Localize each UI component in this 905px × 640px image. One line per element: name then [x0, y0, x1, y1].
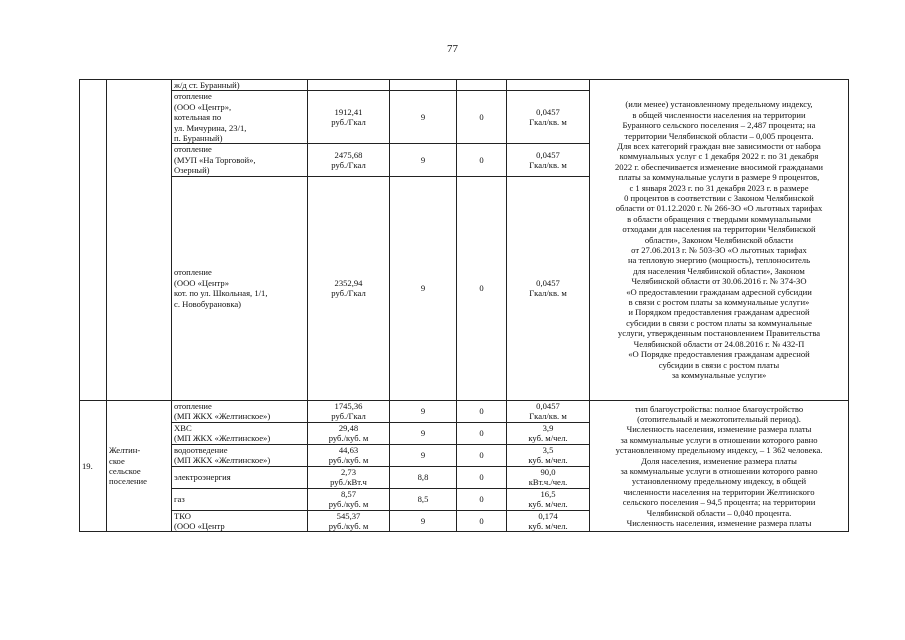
tariff-cell-line: руб./куб. м	[328, 455, 369, 466]
description-cell-line: (или менее) установленному предельному индексу,	[625, 99, 813, 110]
description-cell-line: на тепловую энергию (мощность), теплоноситель	[627, 255, 811, 266]
tariff-cell-line: 2352,94	[334, 277, 363, 288]
tariff-cell	[308, 466, 390, 488]
norm-cell-line: кВт.ч./чел.	[528, 477, 568, 488]
tariff-cell	[308, 488, 390, 510]
norm-cell-line: 16,5	[540, 488, 556, 499]
tariff-cell	[308, 510, 390, 532]
norm-cell	[507, 91, 590, 144]
description-cell-line: в общей численности населения на территории	[632, 109, 806, 120]
service-cell-line: котельная по	[174, 112, 222, 123]
norm-cell-line: 90,0	[540, 466, 556, 477]
zero-cell: 0	[457, 144, 507, 176]
zero-cell: 0	[457, 422, 507, 444]
norm-cell	[507, 176, 590, 400]
tariff-cell-line: 8,57	[340, 488, 357, 499]
description-cell	[590, 80, 849, 401]
tariff-cell-line: руб./куб. м	[328, 499, 369, 510]
service-cell	[172, 466, 308, 488]
description-cell-line: «О предоставлении гражданам адресной субсидии	[626, 286, 812, 297]
norm-cell-line: 0,0457	[536, 149, 560, 160]
norm-cell	[507, 510, 590, 532]
description-cell-line: услуги, утвержденным постановлением Правительства	[617, 328, 821, 339]
growth-cell: 8,8	[390, 466, 457, 488]
growth-cell: 9	[390, 422, 457, 444]
description-cell-line: Челябинской области от 24.08.2016 г. № 432-П	[633, 338, 805, 349]
zero-cell: 0	[457, 488, 507, 510]
description-cell-line: области», Законом Челябинской области	[644, 234, 794, 245]
service-cell-line: отопление	[174, 144, 212, 155]
description-cell-line: от 27.06.2013 г. № 503-ЗО «О льготных тарифах	[631, 245, 807, 256]
description-cell-line: за коммунальные услуги в отношении которого равно	[620, 466, 818, 477]
norm-cell-line: Гкал/кв. м	[529, 411, 567, 422]
description-cell-line: коммунальных услуг с 1 декабря 2022 г. по 31 декабря	[619, 151, 819, 162]
tariff-cell-line: руб./куб. м	[328, 433, 369, 444]
description-cell-line: Доля населения, изменение размера платы	[641, 455, 797, 466]
service-cell-line: Озерный)	[174, 165, 210, 176]
service-cell-line: (ООО «Центр»,	[174, 101, 232, 112]
service-cell-line: отопление	[174, 400, 212, 411]
growth-cell: 9	[390, 510, 457, 532]
tariff-cell	[308, 91, 390, 144]
service-cell-line: водоотведение	[174, 444, 228, 455]
tariff-cell-line: 545,37	[336, 510, 361, 521]
growth-cell: 9	[390, 176, 457, 400]
service-cell-line: кот. по ул. Школьная, 1/1,	[174, 288, 268, 299]
description-cell-line: в области обращения с твердыми коммунальными	[627, 213, 811, 224]
description-cell-line: 0 процентов в соответствии с Законом Челябинской	[624, 193, 814, 203]
settlement-name-line: Желтин-	[109, 445, 141, 456]
description-cell-line: установленному предельному индексу, в общей	[631, 476, 807, 487]
service-cell	[172, 91, 308, 144]
settlement-name	[107, 400, 172, 532]
norm-cell-line: 0,0457	[536, 107, 560, 118]
tariff-cell-line: 1912,41	[334, 107, 363, 118]
description-cell-line: (отопительный и межотопительный период).	[637, 414, 801, 425]
norm-cell-line: 3,9	[542, 422, 554, 433]
tariff-cell-line: руб./куб. м	[328, 521, 369, 532]
service-cell-line: ж/д ст. Буранный)	[174, 80, 240, 90]
tariff-cell-line: руб./Гкал	[331, 160, 366, 171]
settlement-name-line: ское	[109, 455, 125, 466]
growth-cell: 8,5	[390, 488, 457, 510]
description-cell-line: Челябинской области – 0,040 процента.	[646, 507, 792, 518]
norm-cell-line: 3,5	[542, 444, 554, 455]
description-cell-line: сельского поселения – 94,5 процента; на территории	[622, 497, 816, 508]
service-cell-line: (ООО «Центр	[174, 521, 225, 532]
description-cell-line: Численность населения, изменение размера платы	[626, 518, 812, 529]
zero-cell: 0	[457, 510, 507, 532]
service-cell-line: ул. Мичурина, 23/1,	[174, 122, 247, 133]
tariff-cell	[308, 176, 390, 400]
description-cell-line: с 1 января 2023 г. по 31 декабря 2023 г. в размере	[629, 182, 809, 193]
zero-cell: 0	[457, 91, 507, 144]
service-cell-line: ТКО	[174, 510, 191, 521]
description-cell-line: платы за коммунальные услуги в размере 9 процентов,	[618, 172, 820, 183]
norm-cell-line: куб. м/чел.	[528, 433, 568, 444]
norm-cell	[507, 488, 590, 510]
service-cell-line: отопление	[174, 267, 212, 278]
description-cell-line: субсидии в связи с ростом платы	[658, 359, 780, 370]
norm-cell-line: куб. м/чел.	[528, 455, 568, 466]
service-cell	[172, 400, 308, 422]
norm-cell	[507, 400, 590, 422]
norm-cell-line: Гкал/кв. м	[529, 160, 567, 171]
service-cell-line: (МП ЖКХ «Желтинское»)	[174, 455, 271, 466]
norm-cell	[507, 444, 590, 466]
description-cell-line: за коммунальные услуги»	[671, 369, 767, 380]
settlement-name-line: сельское	[109, 466, 141, 477]
growth-cell: 9	[390, 444, 457, 466]
zero-cell	[457, 80, 507, 91]
norm-cell	[507, 422, 590, 444]
description-cell-line: и Порядком предоставления гражданам адресной	[628, 307, 810, 318]
description-cell-line: численности населения на территории Желтинского	[623, 486, 815, 497]
service-cell	[172, 422, 308, 444]
service-cell-line: (МУП «На Торговой»,	[174, 154, 256, 165]
description-cell	[590, 400, 849, 532]
description-cell-line: для населения Челябинской области», Законом	[633, 265, 805, 276]
description-cell-line: Для всех категорий граждан вне зависимости от набора	[617, 140, 821, 151]
service-cell	[172, 488, 308, 510]
norm-cell-line: Гкал/кв. м	[529, 117, 567, 128]
settlement-name-line: поселение	[109, 476, 147, 487]
number-cell	[80, 80, 107, 401]
service-cell-line: отопление	[174, 91, 212, 102]
tariff-cell-line: 2,73	[340, 466, 357, 477]
description-cell-line: Численность населения, изменение размера платы	[626, 424, 812, 435]
zero-cell: 0	[457, 466, 507, 488]
service-cell-line: (МП ЖКХ «Желтинское»)	[174, 411, 271, 422]
description-cell-line: Буранного сельского поселения – 2,487 процента; на	[622, 120, 816, 131]
tariff-cell-line: 2475,68	[334, 149, 363, 160]
zero-cell: 0	[457, 444, 507, 466]
growth-cell: 9	[390, 91, 457, 144]
description-cell-line: отходами для населения на территории Челябинской	[622, 224, 816, 235]
tariff-cell	[308, 444, 390, 466]
growth-cell: 9	[390, 400, 457, 422]
tariff-cell-line: руб./Гкал	[331, 411, 366, 422]
description-cell-line: Челябинской области от 30.06.2016 г. № 374-ЗО	[631, 276, 807, 287]
zero-cell: 0	[457, 400, 507, 422]
service-cell	[172, 510, 308, 532]
description-cell-line: установленному предельному индексу, – 1 362 человека.	[615, 445, 823, 456]
service-cell-line: с. Новобурановка)	[174, 298, 242, 309]
tariff-cell-line: 44,63	[338, 444, 359, 455]
service-cell	[172, 176, 308, 400]
description-cell-line: за коммунальные услуги в отношении которого равно	[620, 434, 818, 445]
description-cell-line: области от 01.12.2020 г. № 266-ЗО «О льготных тарифах	[615, 203, 823, 214]
description-cell-line: субсидии в связи с ростом платы за коммунальные	[626, 317, 812, 328]
tariff-table	[79, 79, 849, 532]
description-cell-line: «О Порядке предоставления гражданам адресной	[628, 349, 810, 360]
table-row	[80, 400, 849, 422]
norm-cell-line: Гкал/кв. м	[529, 288, 567, 299]
description-cell-line: территории Челябинской области – 0,005 процента.	[624, 130, 814, 141]
norm-cell	[507, 80, 590, 91]
tariff-cell	[308, 400, 390, 422]
tariff-cell-line: руб./кВт.ч	[330, 477, 367, 488]
growth-cell: 9	[390, 144, 457, 176]
service-cell	[172, 80, 308, 91]
tariff-cell	[308, 80, 390, 91]
service-cell-line: ХВС	[174, 422, 192, 433]
service-cell-line: (МП ЖКХ «Желтинское»)	[174, 433, 271, 444]
growth-cell	[390, 80, 457, 91]
tariff-cell-line: руб./Гкал	[331, 288, 366, 299]
table-body	[80, 80, 849, 532]
norm-cell-line: куб. м/чел.	[528, 499, 568, 510]
tariff-cell	[308, 144, 390, 176]
service-cell	[172, 144, 308, 176]
service-cell-line: (ООО «Центр»	[174, 277, 229, 288]
norm-cell	[507, 144, 590, 176]
description-cell-line: в связи с ростом платы за коммунальные услуги»	[628, 297, 810, 308]
service-cell-line: п. Буранный)	[174, 133, 223, 144]
settlement-cell	[107, 80, 172, 401]
service-cell-line: газ	[174, 493, 185, 504]
norm-cell-line: куб. м/чел.	[528, 521, 568, 532]
settlement-number: 19.	[80, 400, 107, 532]
tariff-cell-line: 1745,36	[334, 400, 363, 411]
zero-cell: 0	[457, 176, 507, 400]
service-cell	[172, 444, 308, 466]
tariff-cell	[308, 422, 390, 444]
table-row	[80, 80, 849, 91]
norm-cell	[507, 466, 590, 488]
norm-cell-line: 0,174	[538, 510, 558, 521]
tariff-cell-line: 29,48	[338, 422, 359, 433]
service-cell-line: электроэнергия	[174, 471, 231, 482]
page-number: 77	[447, 43, 458, 55]
tariff-cell-line: руб./Гкал	[331, 117, 366, 128]
description-cell-line: 2022 г. обеспечивается изменение вносимой гражданами	[614, 161, 824, 172]
description-cell-line: тип благоустройства: полное благоустройство	[634, 403, 804, 414]
norm-cell-line: 0,0457	[536, 277, 560, 288]
norm-cell-line: 0,0457	[536, 400, 560, 411]
